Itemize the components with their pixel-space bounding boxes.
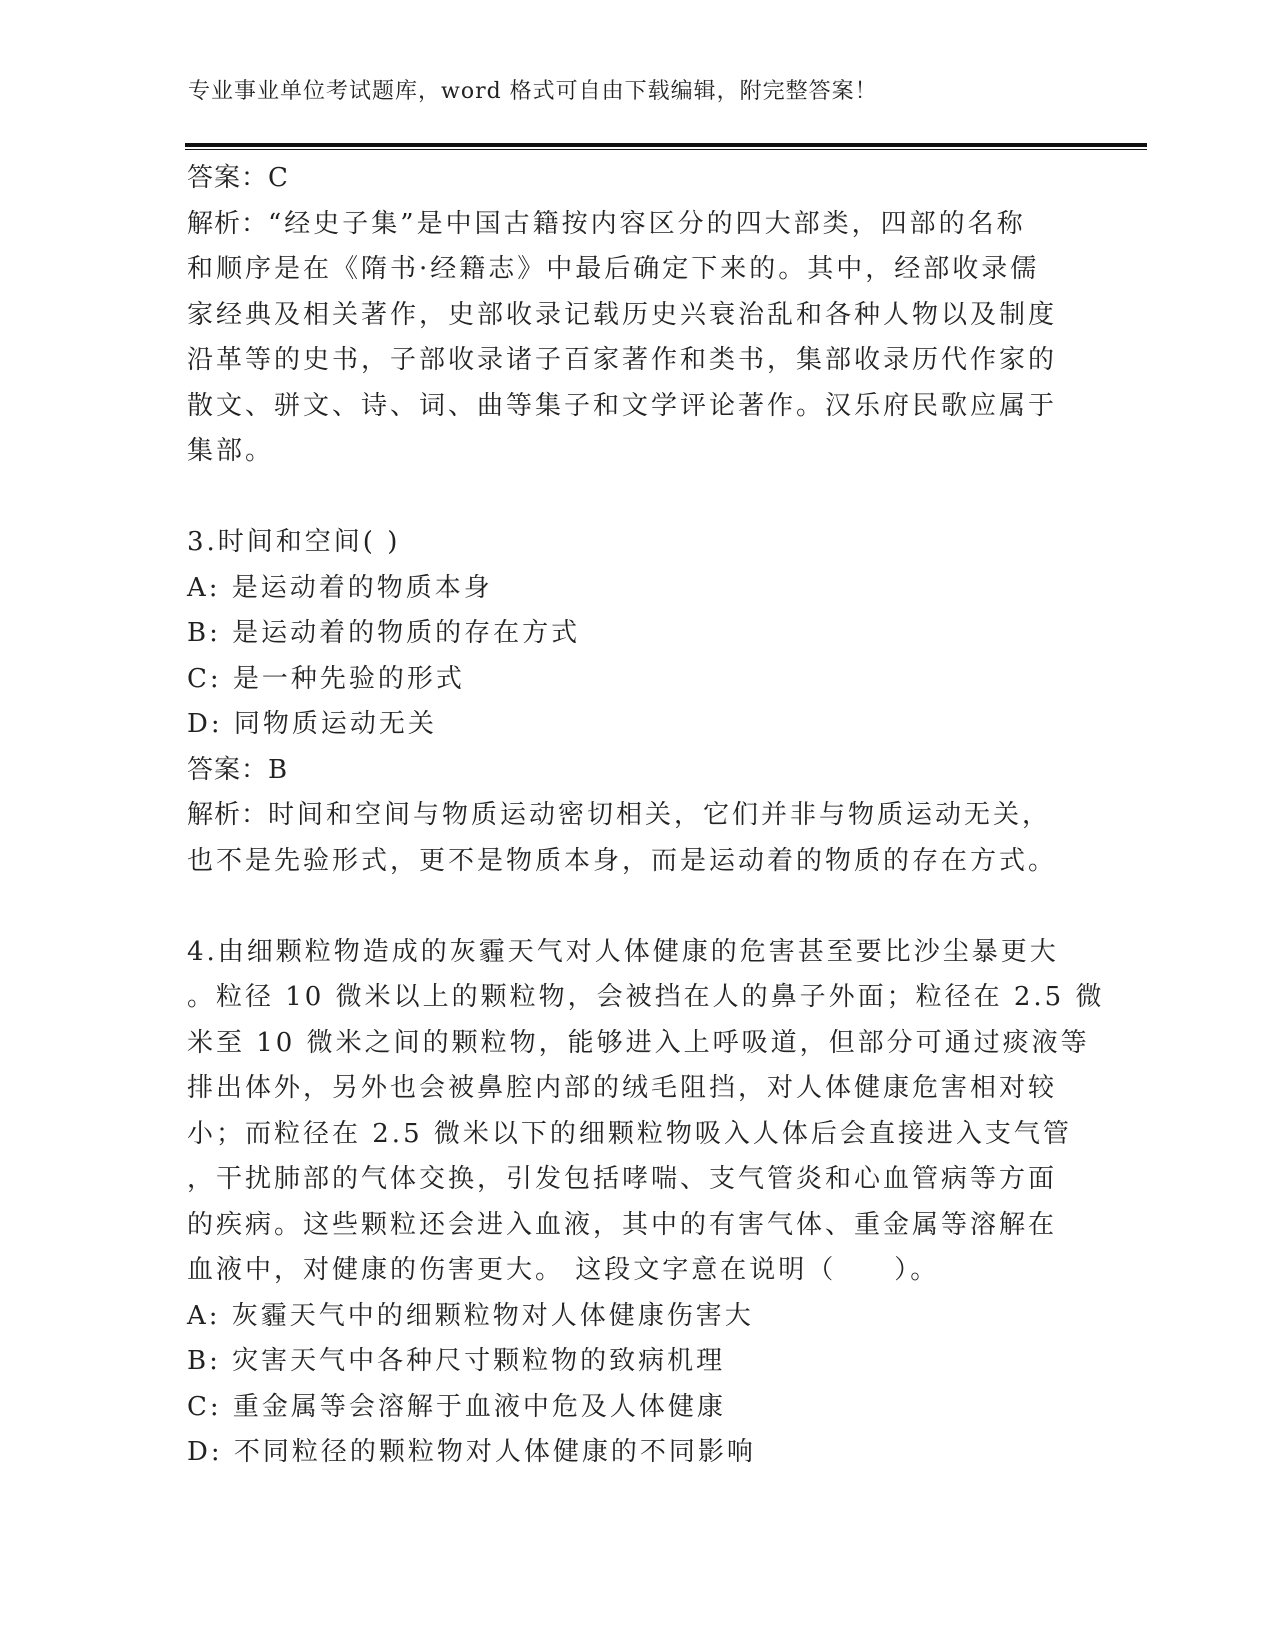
- q4-option-c: C: 重金属等会溶解于血液中危及人体健康: [187, 1391, 726, 1422]
- q2-analysis-line: 集部。: [187, 436, 275, 466]
- q2-analysis-line: [187, 202, 1067, 248]
- q4-option-a: A: 灰霾天气中的细颗粒物对人体健康伤害大: [187, 1300, 754, 1331]
- analysis-text: 时间和空间与物质运动密切相关，它们并非与物质运动无关，: [268, 800, 1052, 830]
- q4-option-d: D: 不同粒径的颗粒物对人体健康的不同影响: [187, 1437, 756, 1467]
- q3-question: 3.时间和空间( ): [187, 527, 401, 557]
- answer-label: 答案：: [187, 163, 269, 193]
- answer-value: C: [268, 163, 291, 193]
- q3-analysis-line: 也不是先验形式，更不是物质本身，而是运动着的物质的存在方式。: [187, 845, 1058, 876]
- page-header-text: 专业事业单位考试题库，word 格式可自由下载编辑，附完整答案！: [188, 79, 878, 104]
- q4-question-line: 米至 10 微米之间的颗粒物，能够进入上呼吸道，但部分可通过痰液等: [187, 1027, 1090, 1058]
- q3-analysis-line: [187, 793, 1067, 839]
- q2-analysis-line: 家经典及相关著作，史部收录记载历史兴衰治乱和各种人物以及制度: [187, 299, 1058, 330]
- q3-option-a: A: 是运动着的物质本身: [187, 572, 493, 603]
- answer-value: B: [268, 754, 291, 785]
- analysis-text: “经史子集”是中国古籍按内容区分的四大部类，四部的名称: [268, 208, 1026, 239]
- spacer: [187, 884, 1067, 930]
- q4-question-line: 排出体外，另外也会被鼻腔内部的绒毛阻挡，对人体健康危害相对较: [187, 1073, 1058, 1103]
- q2-answer: [187, 156, 1067, 202]
- q2-analysis-line: 沿革等的史书，子部收录诸子百家著作和类书，集部收录历代作家的: [187, 345, 1058, 375]
- q4-question-line: ，干扰肺部的气体交换，引发包括哮喘、支气管炎和心血管病等方面: [187, 1164, 1058, 1194]
- q2-analysis-line: 散文、骈文、诗、词、曲等集子和文学评论著作。汉乐府民歌应属于: [187, 390, 1058, 421]
- q3-answer: [187, 748, 1067, 794]
- q4-question-line: 。粒径 10 微米以上的颗粒物，会被挡在人的鼻子外面；粒径在 2.5 微: [187, 982, 1105, 1012]
- q4-question-line: 4.由细颗粒物造成的灰霾天气对人体健康的危害甚至要比沙尘暴更大: [187, 936, 1059, 967]
- analysis-label: 解析：: [187, 800, 269, 830]
- q3-option-c: C: 是一种先验的形式: [187, 663, 465, 694]
- spacer: [187, 475, 1067, 521]
- q2-analysis-line: 和顺序是在《隋书·经籍志》中最后确定下来的。其中，经部收录儒: [187, 254, 1040, 284]
- q4-option-b: B: 灾害天气中各种尺寸颗粒物的致病机理: [187, 1346, 726, 1376]
- answer-label: 答案：: [187, 754, 269, 785]
- q3-option-b: B: 是运动着的物质的存在方式: [187, 618, 581, 648]
- header-rule-thin: [185, 149, 1147, 150]
- q3-option-d: D: 同物质运动无关: [187, 709, 437, 739]
- document-body: [187, 156, 1105, 1476]
- analysis-label: 解析：: [187, 208, 269, 239]
- q4-question-line: 血液中，对健康的伤害更大。 这段文字意在说明（ ）。: [187, 1255, 940, 1285]
- q4-question-line: 的疾病。这些颗粒还会进入血液，其中的有害气体、重金属等溶解在: [187, 1209, 1058, 1240]
- q4-question-line: 小；而粒径在 2.5 微米以下的细颗粒物吸入人体后会直接进入支气管: [187, 1118, 1072, 1149]
- header-rule-thick: [185, 143, 1147, 147]
